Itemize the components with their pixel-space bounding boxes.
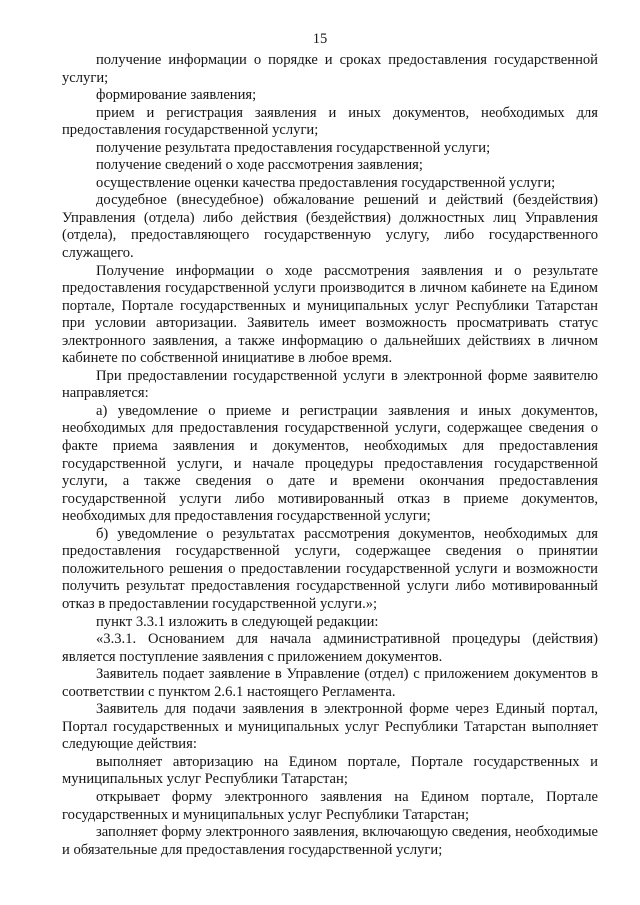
paragraph: получение сведений о ходе рассмотрения заявления; xyxy=(96,157,423,174)
paragraph: «3.3.1. Основанием для начала административной процедуры (действия) является поступление заявления с приложением документов. xyxy=(62,631,598,665)
paragraph: прием и регистрация заявления и иных документов, необходимых для предоставления государственной услуги; xyxy=(62,104,598,139)
paragraph: получение информации о порядке и сроках предоставления государственной услуги; xyxy=(62,52,598,86)
paragraph: формирование заявления; xyxy=(96,87,257,104)
paragraph: получение результата предоставления государственной услуги; xyxy=(96,139,491,156)
paragraph: выполняет авторизацию на Едином портале, Портале государственных и муниципальных услуг Республики Татарстан; xyxy=(62,753,598,788)
paragraph: Получение информации о ходе рассмотрения заявления и о результате предоставления государственной услуги производится в личном кабинете на Едином портале, Портале государственных и муниципальных услуг Республики Татарстан при условии авторизации. Заявитель имеет возможность просматривать статус электронного заявления, а также информацию о дальнейших действиях в личном кабинете по собственной инициативе в любое время. xyxy=(62,262,598,367)
paragraph: досудебное (внесудебное) обжалование решений и действий (бездействия) Управления (отдела) либо действия (бездействия) должностных лиц Управления (отдела), предоставляющего государственную услугу, либо государственного служащего. xyxy=(62,192,598,262)
paragraph: Заявитель подает заявление в Управление (отдел) с приложением документов в соответствии с пунктом 2.6.1 настоящего Регламента. xyxy=(62,666,598,700)
page-number: 15 xyxy=(312,31,328,47)
paragraph: осуществление оценки качества предоставления государственной услуги; xyxy=(96,174,556,191)
paragraph: а) уведомление о приеме и регистрации заявления и иных документов, необходимых для предоставления государственной услуги, содержащее сведения о факте приема заявления и документов, необходимых для предоставления государственной услуги, и начале процедуры предоставления государственной услуги, а также сведения о дате и времени окончания предоставления государственной услуги либо мотивированный отказ в приеме документов, необходимых для предоставления государственной услуги; xyxy=(62,402,598,525)
document-body xyxy=(62,52,598,859)
paragraph: б) уведомление о результатах рассмотрения документов, необходимых для предоставления государственной услуги, содержащее сведения о принятии положительного решения о предоставлении государственной услуги и возможности получить результат предоставления государственной услуги либо мотивированный отказ в предоставлении государственной услуги.»; xyxy=(62,525,598,612)
paragraph: пункт 3.3.1 изложить в следующей редакции: xyxy=(96,613,379,630)
paragraph: Заявитель для подачи заявления в электронной форме через Единый портал, Портал государственных и муниципальных услуг Республики Татарстан выполняет следующие действия: xyxy=(62,701,598,753)
paragraph: При предоставлении государственной услуги в электронной форме заявителю направляется: xyxy=(62,367,598,402)
paragraph: открывает форму электронного заявления на Едином портале, Портале государственных и муниципальных услуг Республики Татарстан; xyxy=(62,788,598,823)
paragraph: заполняет форму электронного заявления, включающую сведения, необходимые и обязательные для предоставления государственной услуги; xyxy=(62,824,598,858)
